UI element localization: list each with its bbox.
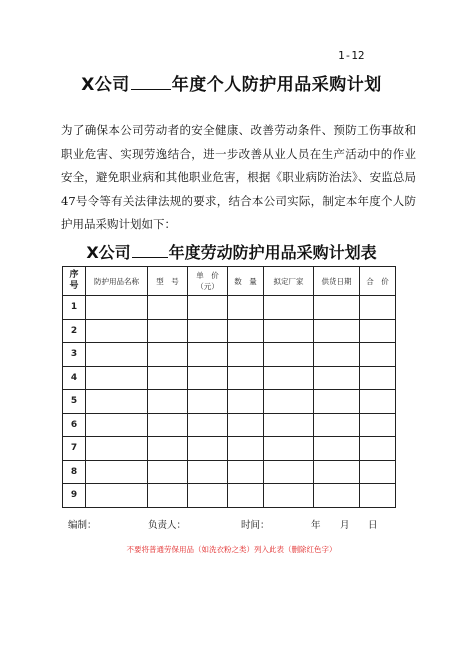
- year-label: 年: [311, 520, 321, 531]
- row-number: 1: [63, 296, 86, 320]
- signature-footer: [0, 517, 463, 531]
- cell-quantity[interactable]: [228, 319, 264, 343]
- row-number: 3: [63, 343, 86, 367]
- cell-unit-price[interactable]: [188, 319, 228, 343]
- cell-supply-date[interactable]: [314, 390, 360, 414]
- title-text: 年度个人防护用品采购计划: [171, 75, 382, 95]
- cell-supply-date[interactable]: [314, 413, 360, 437]
- cell-total[interactable]: [360, 390, 396, 414]
- cell-quantity[interactable]: [228, 296, 264, 320]
- table-title-text: 年度劳动防护用品采购计划表: [168, 243, 377, 262]
- cell-vendor[interactable]: [264, 366, 314, 390]
- cell-quantity[interactable]: [228, 390, 264, 414]
- cell-unit-price[interactable]: [188, 366, 228, 390]
- table-row: [63, 413, 396, 437]
- table-row: [63, 296, 396, 320]
- table-row: [63, 460, 396, 484]
- responsible-label: 负责人：: [148, 520, 187, 531]
- cell-total[interactable]: [360, 413, 396, 437]
- table-row: [63, 366, 396, 390]
- cell-quantity[interactable]: [228, 460, 264, 484]
- cell-supply-date[interactable]: [314, 484, 360, 508]
- cell-vendor[interactable]: [264, 319, 314, 343]
- cell-item-name[interactable]: [86, 413, 148, 437]
- cell-item-name[interactable]: [86, 319, 148, 343]
- cell-supply-date[interactable]: [314, 343, 360, 367]
- header-model: 型 号: [148, 267, 188, 296]
- cell-model[interactable]: [148, 413, 188, 437]
- month-label: 月: [340, 520, 350, 531]
- header-total: 合 价: [360, 267, 396, 296]
- page-code: 1-12: [338, 49, 365, 62]
- cell-item-name[interactable]: [86, 343, 148, 367]
- cell-unit-price[interactable]: [188, 413, 228, 437]
- cell-unit-price[interactable]: [188, 460, 228, 484]
- cell-quantity[interactable]: [228, 343, 264, 367]
- cell-vendor[interactable]: [264, 437, 314, 461]
- cell-supply-date[interactable]: [314, 319, 360, 343]
- row-number: 9: [63, 484, 86, 508]
- cell-quantity[interactable]: [228, 437, 264, 461]
- header-seq-top: 序: [69, 270, 79, 280]
- title-company: X公司: [81, 75, 130, 95]
- red-note: 不要将普通劳保用品（如洗衣粉之类）列入此表（删除红色字）: [126, 545, 337, 554]
- cell-model[interactable]: [148, 296, 188, 320]
- time-label: 时间：: [241, 520, 270, 531]
- row-number: 7: [63, 437, 86, 461]
- cell-model[interactable]: [148, 319, 188, 343]
- cell-item-name[interactable]: [86, 296, 148, 320]
- title-year-blank: [131, 75, 171, 90]
- header-vendor: 拟定厂家: [264, 267, 314, 296]
- table-title-year-blank: [132, 244, 168, 258]
- header-seq-bottom: 号: [69, 281, 79, 291]
- header-unit-price-top: 单 价: [196, 271, 219, 280]
- cell-total[interactable]: [360, 484, 396, 508]
- cell-unit-price[interactable]: [188, 343, 228, 367]
- cell-total[interactable]: [360, 437, 396, 461]
- cell-model[interactable]: [148, 390, 188, 414]
- cell-total[interactable]: [360, 296, 396, 320]
- cell-supply-date[interactable]: [314, 296, 360, 320]
- cell-model[interactable]: [148, 437, 188, 461]
- cell-total[interactable]: [360, 319, 396, 343]
- header-unit-price-bottom: （元）: [196, 282, 219, 291]
- cell-item-name[interactable]: [86, 484, 148, 508]
- cell-vendor[interactable]: [264, 484, 314, 508]
- header-unit-price: [188, 267, 228, 296]
- day-label: 日: [368, 520, 378, 531]
- table-title-company: X公司: [86, 243, 131, 262]
- cell-model[interactable]: [148, 460, 188, 484]
- cell-quantity[interactable]: [228, 413, 264, 437]
- table-header-row: [63, 267, 396, 296]
- row-number: 6: [63, 413, 86, 437]
- cell-supply-date[interactable]: [314, 366, 360, 390]
- header-seq: [63, 267, 86, 296]
- cell-vendor[interactable]: [264, 460, 314, 484]
- cell-unit-price[interactable]: [188, 390, 228, 414]
- cell-total[interactable]: [360, 460, 396, 484]
- table-title: [0, 240, 463, 263]
- procurement-plan-table: [62, 266, 396, 508]
- cell-total[interactable]: [360, 343, 396, 367]
- cell-item-name[interactable]: [86, 437, 148, 461]
- header-supply-date: 供货日期: [314, 267, 360, 296]
- cell-unit-price[interactable]: [188, 296, 228, 320]
- table-row: [63, 319, 396, 343]
- cell-vendor[interactable]: [264, 343, 314, 367]
- cell-vendor[interactable]: [264, 296, 314, 320]
- cell-item-name[interactable]: [86, 390, 148, 414]
- cell-supply-date[interactable]: [314, 460, 360, 484]
- cell-vendor[interactable]: [264, 413, 314, 437]
- cell-vendor[interactable]: [264, 390, 314, 414]
- table-row: [63, 484, 396, 508]
- cell-model[interactable]: [148, 366, 188, 390]
- cell-model[interactable]: [148, 484, 188, 508]
- row-number: 2: [63, 319, 86, 343]
- table-row: [63, 437, 396, 461]
- cell-item-name[interactable]: [86, 366, 148, 390]
- header-item-name: 防护用品名称: [86, 267, 148, 296]
- row-number: 8: [63, 460, 86, 484]
- cell-total[interactable]: [360, 366, 396, 390]
- document-title: [0, 70, 463, 95]
- row-number: 4: [63, 366, 86, 390]
- cell-supply-date[interactable]: [314, 437, 360, 461]
- table-row: [63, 390, 396, 414]
- cell-quantity[interactable]: [228, 366, 264, 390]
- cell-quantity[interactable]: [228, 484, 264, 508]
- intro-paragraph: 为了确保本公司劳动者的安全健康、改善劳动条件、预防工伤事故和职业危害、实现劳逸结合，进一步改善从业人员在生产活动中的作业安全，避免职业病和其他职业危害，根据《职业病防治法》、安监总局47号令等有关法律法规的要求，结合本公司实际，制定本年度个人防护用品采购计划如下：: [61, 123, 416, 231]
- header-quantity: 数 量: [228, 267, 264, 296]
- cell-item-name[interactable]: [86, 460, 148, 484]
- cell-model[interactable]: [148, 343, 188, 367]
- cell-unit-price[interactable]: [188, 484, 228, 508]
- prepared-by-label: 编制：: [68, 520, 97, 531]
- table-row: [63, 343, 396, 367]
- cell-unit-price[interactable]: [188, 437, 228, 461]
- row-number: 5: [63, 390, 86, 414]
